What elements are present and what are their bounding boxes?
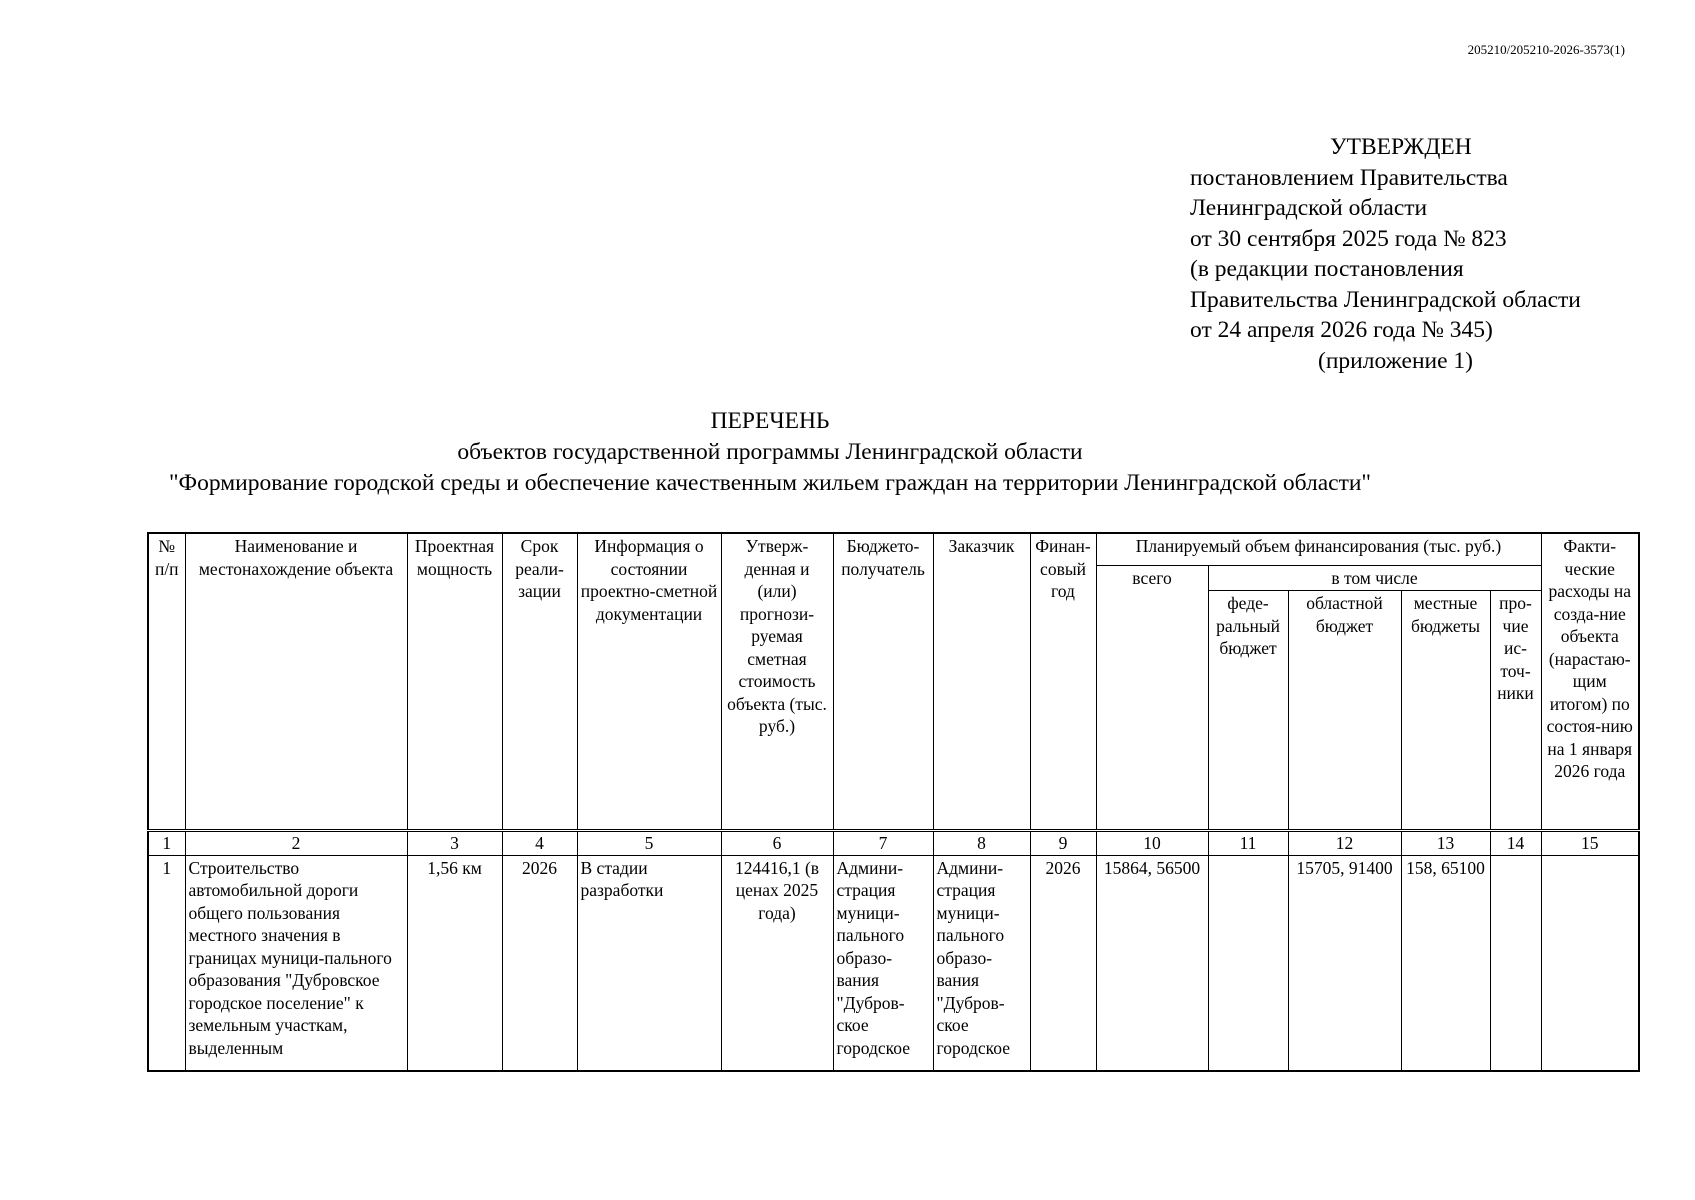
approval-line: постановлением Правительства xyxy=(1190,164,1508,191)
title-sub-2: "Формирование городской среды и обеспечение качественным жильем граждан на территории Ленинградской области" xyxy=(168,470,1372,496)
header-local: местные бюджеты xyxy=(1401,591,1490,831)
header-psd-info: Информация о состоянии проектно-сметной документации xyxy=(577,533,721,831)
approval-line: Правительства Ленинградской области xyxy=(1190,286,1581,313)
cell-federal xyxy=(1208,855,1288,1071)
cell-name: Строительство автомобильной дороги общего пользования местного значения в границах муници-пального образования "Дубровское городское поселение" к земельным участкам, выделенным xyxy=(185,855,407,1071)
header-recipient: Бюджето-получатель xyxy=(833,533,933,831)
cell-capacity: 1,56 км xyxy=(407,855,502,1071)
header-estimated-cost: Утверж-денная и (или) прогнози-руемая сметная стоимость объекта (тыс. руб.) xyxy=(721,533,833,831)
approval-line: от 24 апреля 2026 года № 345) xyxy=(1190,317,1493,343)
cell-local: 158, 65100 xyxy=(1401,855,1490,1071)
column-number: 7 xyxy=(833,831,933,856)
header-customer: Заказчик xyxy=(933,533,1030,831)
cell-recipient: Админи-страция муници-пального образо-вания "Дубров-ское городское xyxy=(833,855,933,1071)
column-number: 6 xyxy=(721,831,833,856)
cell-estimated-cost: 124416,1 (в ценах 2025 года) xyxy=(721,855,833,1071)
header-num: № п/п xyxy=(148,533,185,831)
column-number: 5 xyxy=(577,831,721,856)
approval-line: Ленинградской области xyxy=(1190,195,1428,221)
cell-regional: 15705, 91400 xyxy=(1288,855,1401,1071)
column-number-row xyxy=(148,831,1639,856)
cell-fin-year: 2026 xyxy=(1030,855,1096,1071)
header-actual-expenses: Факти-ческие расходы на созда-ние объекта (нарастаю-щим итогом) по состоя-нию на 1 января 2026 года xyxy=(1541,533,1639,831)
cell-other xyxy=(1490,855,1541,1071)
column-number: 9 xyxy=(1030,831,1096,856)
column-number: 2 xyxy=(185,831,407,856)
column-number: 8 xyxy=(933,831,1030,856)
title-sub-1: объектов государственной программы Ленинградской области xyxy=(457,439,1083,465)
document-title xyxy=(0,406,1540,499)
header-total: всего xyxy=(1096,565,1208,831)
header-name: Наименование и местонахождение объекта xyxy=(185,533,407,831)
header-planned-funding: Планируемый объем финансирования (тыс. руб.) xyxy=(1096,533,1541,565)
column-number: 14 xyxy=(1490,831,1541,856)
column-number: 15 xyxy=(1541,831,1639,856)
column-number: 12 xyxy=(1288,831,1401,856)
column-number: 1 xyxy=(148,831,185,856)
header-other: про-чие ис-точ-ники xyxy=(1490,591,1541,831)
column-number: 13 xyxy=(1401,831,1490,856)
header-fin-year: Финан-совый год xyxy=(1030,533,1096,831)
header-capacity: Проектная мощность xyxy=(407,533,502,831)
header-federal: феде-ральный бюджет xyxy=(1208,591,1288,831)
cell-period: 2026 xyxy=(502,855,577,1071)
cell-psd-info: В стадии разработки xyxy=(577,855,721,1071)
cell-total: 15864, 56500 xyxy=(1096,855,1208,1071)
cell-customer: Админи-страция муници-пального образо-вания "Дубров-ское городское xyxy=(933,855,1030,1071)
title-main: ПЕРЕЧЕНЬ xyxy=(710,408,830,434)
header-regional: областной бюджет xyxy=(1288,591,1401,831)
approval-appendix: (приложение 1) xyxy=(1318,347,1474,374)
header-including: в том числе xyxy=(1208,565,1541,591)
cell-num: 1 xyxy=(148,855,185,1071)
column-number: 4 xyxy=(502,831,577,856)
column-number: 11 xyxy=(1208,831,1288,856)
header-period: Срок реали-зации xyxy=(502,533,577,831)
document-id: 205210/205210-2026-3573(1) xyxy=(1467,42,1625,57)
column-number: 10 xyxy=(1096,831,1208,856)
approval-heading: УТВЕРЖДЕН xyxy=(1330,134,1472,160)
table-row xyxy=(148,855,1639,1071)
cell-actual xyxy=(1541,855,1639,1071)
column-number: 3 xyxy=(407,831,502,856)
objects-table xyxy=(147,532,1640,1072)
approval-line: (в редакции постановления xyxy=(1190,256,1464,282)
approval-stamp xyxy=(1190,132,1581,376)
approval-line: от 30 сентября 2025 года № 823 xyxy=(1190,225,1507,252)
